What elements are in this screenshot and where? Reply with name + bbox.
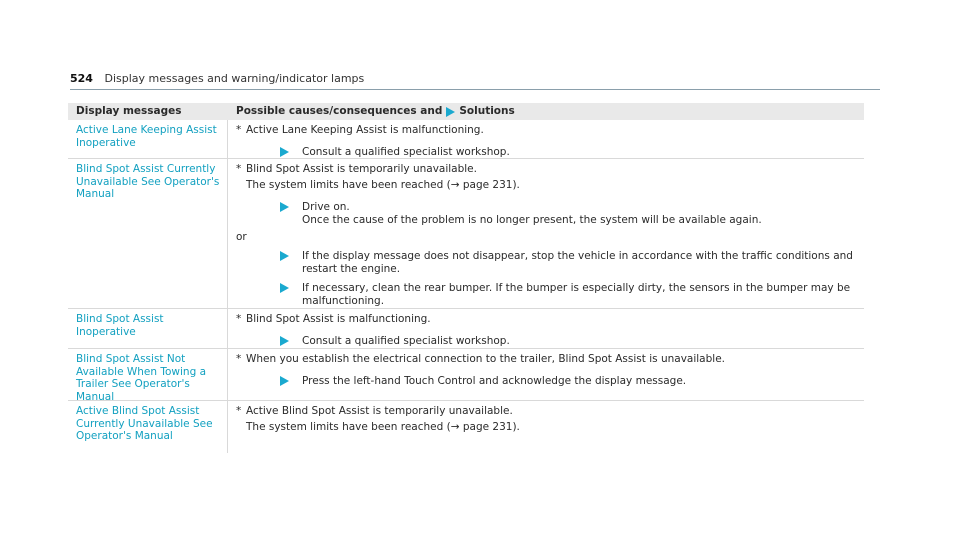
solution-cell (228, 401, 864, 453)
action-text: Consult a qualified specialist workshop. (302, 335, 510, 347)
play-arrow-icon (280, 336, 289, 346)
display-message: Blind Spot Assist Not Available When Towing a Trailer See Operator's Manual (68, 349, 228, 400)
column-header-solutions: Possible causes/consequences and Solutions (236, 105, 515, 117)
play-arrow-icon (280, 376, 289, 386)
table-row (68, 159, 864, 309)
cause-text: Active Lane Keeping Assist is malfunctioning. (246, 124, 484, 136)
action-text: Drive on. (302, 201, 350, 213)
table-header-row (68, 103, 864, 120)
action-text: Press the left-hand Touch Control and acknowledge the display message. (302, 375, 687, 387)
or-separator: or (236, 231, 247, 243)
bullet-star: * (236, 124, 242, 136)
solution-cell (228, 120, 864, 158)
table-row (68, 309, 864, 349)
cause-item (236, 405, 858, 437)
cause-text: Blind Spot Assist is temporarily unavailable. (246, 163, 477, 175)
action-text: Consult a qualified specialist workshop. (302, 146, 510, 158)
cause-item (236, 313, 858, 329)
display-message: Blind Spot Assist Currently Unavailable See Operator's Manual (68, 159, 228, 308)
solution-cell (228, 349, 864, 400)
solution-cell (228, 309, 864, 348)
display-message: Active Blind Spot Assist Currently Unavailable See Operator's Manual (68, 401, 228, 453)
display-messages-table (68, 103, 864, 453)
bullet-star: * (236, 313, 242, 325)
table-row (68, 120, 864, 159)
play-arrow-icon (280, 251, 289, 261)
cause-reference: The system limits have been reached (→ page 231). (246, 179, 520, 191)
column-header-messages: Display messages (76, 105, 182, 117)
bullet-star: * (236, 163, 242, 175)
action-item (236, 282, 858, 308)
display-message: Blind Spot Assist Inoperative (68, 309, 228, 348)
action-text: If the display message does not disappear, stop the vehicle in accordance with the traffic conditions and restart the engine. (302, 250, 853, 275)
action-result-text: Once the cause of the problem is no longer present, the system will be available again. (302, 214, 762, 226)
cause-item (236, 353, 858, 369)
solution-cell (228, 159, 864, 308)
action-item (236, 201, 858, 227)
bullet-star: * (236, 405, 242, 417)
bullet-star: * (236, 353, 242, 365)
cause-item (236, 163, 858, 195)
cause-text: Active Blind Spot Assist is temporarily unavailable. (246, 405, 513, 417)
action-item (236, 375, 858, 388)
play-arrow-icon (280, 202, 289, 212)
page-header (70, 72, 880, 90)
play-arrow-icon (280, 283, 289, 293)
action-item (236, 250, 858, 276)
table-row (68, 401, 864, 453)
action-item (236, 146, 858, 159)
cause-reference: The system limits have been reached (→ page 231). (246, 421, 520, 433)
table-row (68, 349, 864, 401)
cause-item (236, 124, 858, 140)
cause-text: When you establish the electrical connection to the trailer, Blind Spot Assist is unavailable. (246, 353, 725, 365)
display-message: Active Lane Keeping Assist Inoperative (68, 120, 228, 158)
action-text: If necessary, clean the rear bumper. If the bumper is especially dirty, the sensors in the bumper may be malfunctioning. (302, 282, 851, 307)
play-arrow-icon (446, 107, 455, 117)
section-title: Display messages and warning/indicator lamps (104, 72, 365, 85)
page-number: 524 (70, 72, 93, 85)
cause-text: Blind Spot Assist is malfunctioning. (246, 313, 431, 325)
action-item (236, 335, 858, 348)
play-arrow-icon (280, 147, 289, 157)
